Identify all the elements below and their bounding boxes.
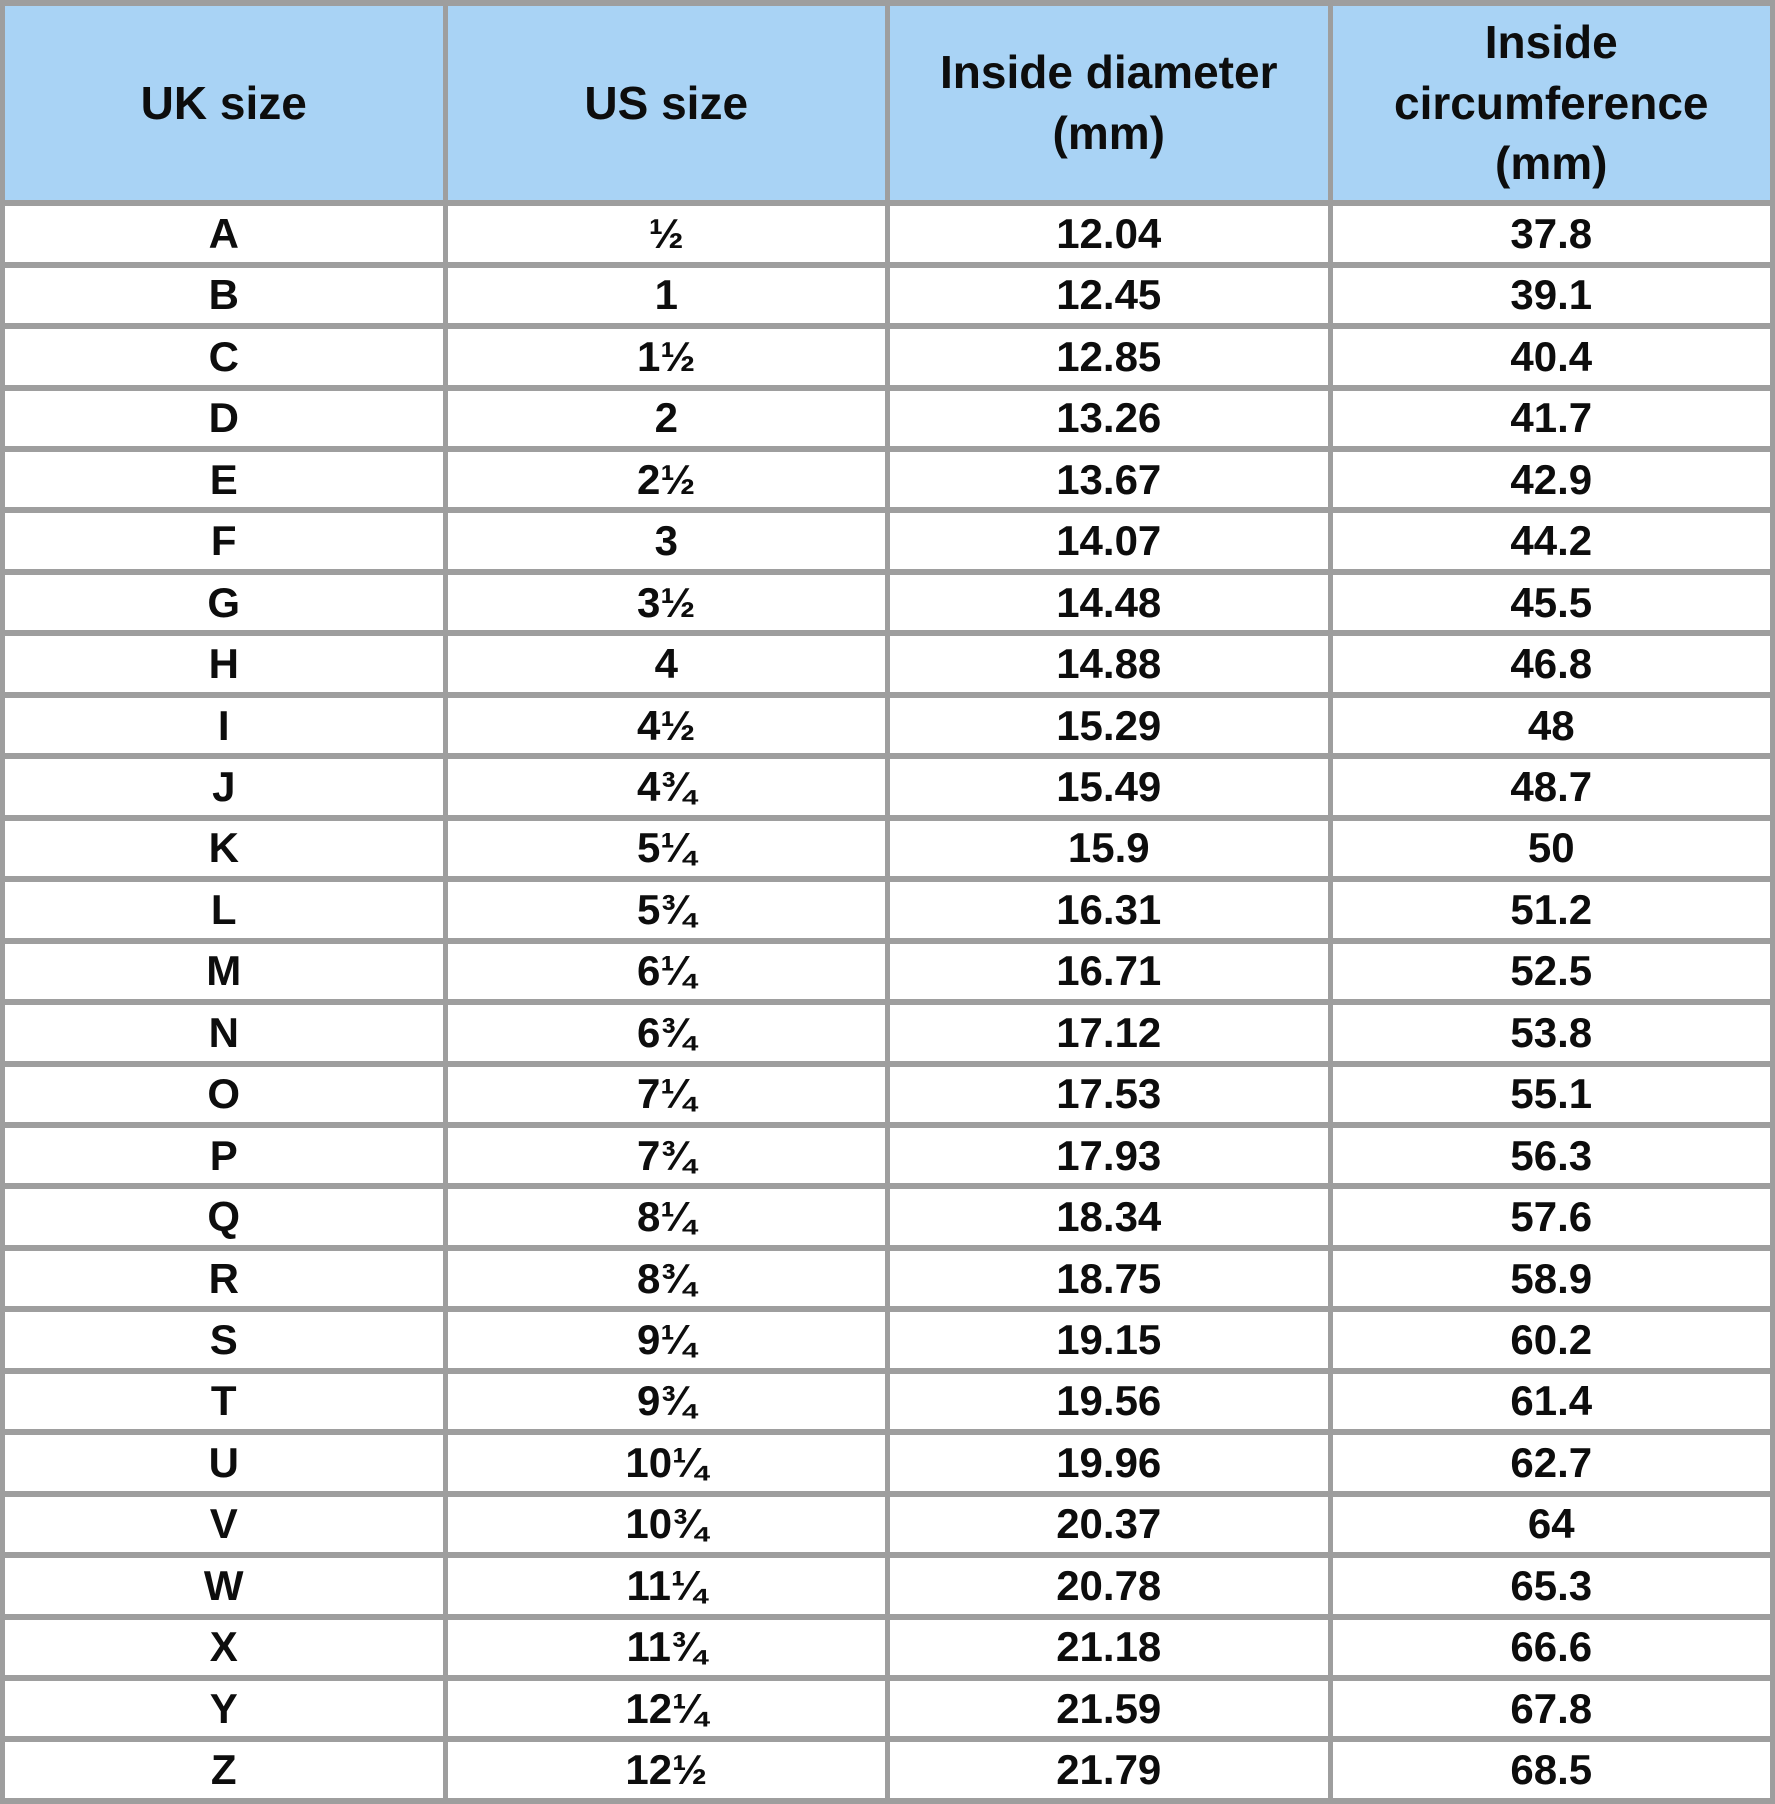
cell-inside-circumference: 61.4 (1330, 1371, 1773, 1432)
cell-inside-circumference: 50 (1330, 818, 1773, 879)
cell-inside-circumference: 58.9 (1330, 1248, 1773, 1309)
cell-us-size: 4 (445, 633, 888, 694)
cell-inside-diameter: 21.18 (888, 1617, 1331, 1678)
cell-us-size: 10¼ (445, 1432, 888, 1493)
cell-inside-diameter: 14.88 (888, 633, 1331, 694)
cell-us-size: 2½ (445, 449, 888, 510)
table-row (3, 879, 1773, 940)
table-row (3, 756, 1773, 817)
cell-inside-diameter: 12.85 (888, 326, 1331, 387)
column-header-2: Inside diameter (mm) (888, 3, 1331, 203)
cell-inside-diameter: 21.59 (888, 1678, 1331, 1739)
cell-uk-size: C (3, 326, 446, 387)
cell-inside-diameter: 12.04 (888, 203, 1331, 264)
cell-us-size: 4½ (445, 695, 888, 756)
cell-inside-diameter: 15.9 (888, 818, 1331, 879)
cell-us-size: 10¾ (445, 1494, 888, 1555)
table-row (3, 1494, 1773, 1555)
cell-inside-diameter: 17.12 (888, 1002, 1331, 1063)
table-row (3, 203, 1773, 264)
cell-uk-size: N (3, 1002, 446, 1063)
table-row (3, 1309, 1773, 1370)
cell-inside-diameter: 20.37 (888, 1494, 1331, 1555)
cell-us-size: 6¼ (445, 941, 888, 1002)
cell-inside-circumference: 55.1 (1330, 1064, 1773, 1125)
cell-uk-size: F (3, 510, 446, 571)
cell-inside-circumference: 68.5 (1330, 1739, 1773, 1801)
table-row (3, 1617, 1773, 1678)
cell-uk-size: X (3, 1617, 446, 1678)
cell-inside-diameter: 17.53 (888, 1064, 1331, 1125)
table-row (3, 388, 1773, 449)
table-row (3, 1371, 1773, 1432)
cell-inside-circumference: 51.2 (1330, 879, 1773, 940)
table-row (3, 449, 1773, 510)
cell-inside-diameter: 19.15 (888, 1309, 1331, 1370)
table-row (3, 941, 1773, 1002)
cell-us-size: 9¾ (445, 1371, 888, 1432)
cell-uk-size: I (3, 695, 446, 756)
table-row (3, 1739, 1773, 1801)
cell-uk-size: P (3, 1125, 446, 1186)
cell-us-size: 6¾ (445, 1002, 888, 1063)
cell-us-size: 8¾ (445, 1248, 888, 1309)
cell-inside-circumference: 48 (1330, 695, 1773, 756)
table-row (3, 1125, 1773, 1186)
cell-inside-diameter: 21.79 (888, 1739, 1331, 1801)
table-row (3, 1678, 1773, 1739)
cell-inside-diameter: 12.45 (888, 265, 1331, 326)
table-row (3, 1002, 1773, 1063)
cell-inside-circumference: 37.8 (1330, 203, 1773, 264)
cell-inside-diameter: 13.67 (888, 449, 1331, 510)
cell-inside-circumference: 41.7 (1330, 388, 1773, 449)
cell-inside-diameter: 13.26 (888, 388, 1331, 449)
cell-inside-diameter: 14.07 (888, 510, 1331, 571)
cell-inside-circumference: 53.8 (1330, 1002, 1773, 1063)
cell-us-size: 3½ (445, 572, 888, 633)
cell-uk-size: H (3, 633, 446, 694)
cell-inside-circumference: 42.9 (1330, 449, 1773, 510)
cell-us-size: 7¼ (445, 1064, 888, 1125)
table-row (3, 510, 1773, 571)
table-body (3, 203, 1773, 1801)
cell-us-size: 11¾ (445, 1617, 888, 1678)
cell-inside-diameter: 19.96 (888, 1432, 1331, 1493)
table-row (3, 818, 1773, 879)
cell-uk-size: G (3, 572, 446, 633)
cell-uk-size: K (3, 818, 446, 879)
cell-uk-size: S (3, 1309, 446, 1370)
table-row (3, 1432, 1773, 1493)
cell-inside-diameter: 16.31 (888, 879, 1331, 940)
cell-inside-circumference: 56.3 (1330, 1125, 1773, 1186)
cell-inside-circumference: 64 (1330, 1494, 1773, 1555)
cell-uk-size: Z (3, 1739, 446, 1801)
cell-uk-size: L (3, 879, 446, 940)
cell-uk-size: B (3, 265, 446, 326)
cell-uk-size: J (3, 756, 446, 817)
cell-uk-size: R (3, 1248, 446, 1309)
cell-us-size: 5¾ (445, 879, 888, 940)
table-row (3, 265, 1773, 326)
cell-inside-circumference: 39.1 (1330, 265, 1773, 326)
cell-uk-size: O (3, 1064, 446, 1125)
cell-inside-diameter: 16.71 (888, 941, 1331, 1002)
table-row (3, 1064, 1773, 1125)
cell-inside-circumference: 66.6 (1330, 1617, 1773, 1678)
cell-inside-circumference: 62.7 (1330, 1432, 1773, 1493)
cell-inside-circumference: 57.6 (1330, 1186, 1773, 1247)
cell-inside-diameter: 17.93 (888, 1125, 1331, 1186)
cell-inside-diameter: 19.56 (888, 1371, 1331, 1432)
header-row (3, 3, 1773, 203)
cell-inside-circumference: 45.5 (1330, 572, 1773, 633)
cell-inside-diameter: 15.49 (888, 756, 1331, 817)
cell-inside-circumference: 52.5 (1330, 941, 1773, 1002)
cell-uk-size: T (3, 1371, 446, 1432)
cell-us-size: 2 (445, 388, 888, 449)
cell-inside-circumference: 40.4 (1330, 326, 1773, 387)
table-row (3, 1186, 1773, 1247)
column-header-1: US size (445, 3, 888, 203)
cell-uk-size: E (3, 449, 446, 510)
cell-uk-size: A (3, 203, 446, 264)
table-row (3, 633, 1773, 694)
cell-inside-diameter: 15.29 (888, 695, 1331, 756)
cell-uk-size: V (3, 1494, 446, 1555)
cell-inside-circumference: 48.7 (1330, 756, 1773, 817)
cell-us-size: 8¼ (445, 1186, 888, 1247)
cell-inside-circumference: 46.8 (1330, 633, 1773, 694)
cell-inside-circumference: 67.8 (1330, 1678, 1773, 1739)
cell-uk-size: Q (3, 1186, 446, 1247)
cell-us-size: 7¾ (445, 1125, 888, 1186)
cell-us-size: 9¼ (445, 1309, 888, 1370)
table-row (3, 326, 1773, 387)
cell-uk-size: U (3, 1432, 446, 1493)
table-header (3, 3, 1773, 203)
cell-inside-circumference: 60.2 (1330, 1309, 1773, 1370)
cell-us-size: 1½ (445, 326, 888, 387)
column-header-0: UK size (3, 3, 446, 203)
cell-uk-size: W (3, 1555, 446, 1616)
cell-inside-diameter: 18.34 (888, 1186, 1331, 1247)
cell-us-size: 11¼ (445, 1555, 888, 1616)
cell-us-size: 12¼ (445, 1678, 888, 1739)
cell-us-size: 4¾ (445, 756, 888, 817)
cell-inside-circumference: 44.2 (1330, 510, 1773, 571)
table-row (3, 572, 1773, 633)
cell-us-size: 3 (445, 510, 888, 571)
cell-inside-circumference: 65.3 (1330, 1555, 1773, 1616)
cell-us-size: 12½ (445, 1739, 888, 1801)
cell-inside-diameter: 18.75 (888, 1248, 1331, 1309)
table-row (3, 695, 1773, 756)
cell-us-size: 1 (445, 265, 888, 326)
cell-us-size: ½ (445, 203, 888, 264)
cell-inside-diameter: 20.78 (888, 1555, 1331, 1616)
table-row (3, 1555, 1773, 1616)
column-header-3: Inside circumference (mm) (1330, 3, 1773, 203)
cell-inside-diameter: 14.48 (888, 572, 1331, 633)
cell-uk-size: M (3, 941, 446, 1002)
cell-uk-size: D (3, 388, 446, 449)
cell-us-size: 5¼ (445, 818, 888, 879)
table-row (3, 1248, 1773, 1309)
cell-uk-size: Y (3, 1678, 446, 1739)
